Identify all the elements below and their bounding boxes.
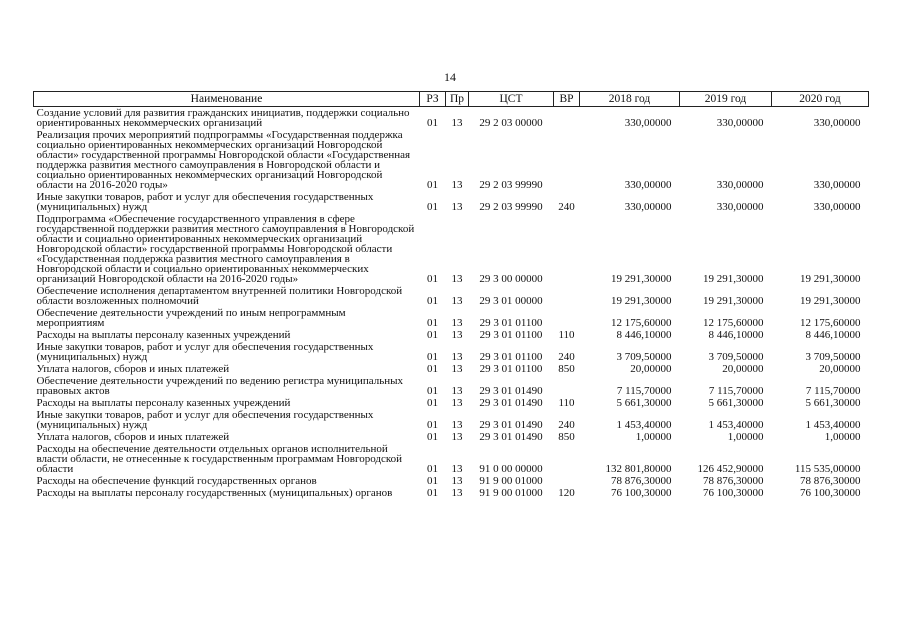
row-2019: 330,00000 [716,117,764,129]
row-2019: 1 453,40000 [708,419,764,431]
row-cst: 29 3 01 01100 [479,363,543,375]
row-rz: 01 [427,329,438,341]
row-cst: 29 3 01 01490 [479,397,543,409]
row-pr: 13 [451,351,463,363]
row-2020: 78 876,30000 [800,475,861,487]
row-2019: 7 115,70000 [708,385,764,397]
row-pr: 13 [451,201,463,213]
row-vr [554,375,580,397]
row-cst: 29 3 01 01100 [479,329,543,341]
row-name: Уплата налогов, сборов и иных платежей [36,363,230,375]
row-2020: 1 453,40000 [805,419,861,431]
row-cst: 29 3 01 01490 [479,431,543,443]
row-vr [554,285,580,307]
row-pr: 13 [451,117,463,129]
row-2018: 19 291,30000 [611,295,672,307]
row-rz: 01 [427,351,438,363]
row-2019: 330,00000 [716,179,764,191]
row-name: Расходы на обеспечение функций государственных органов [36,475,317,487]
row-2020: 7 115,70000 [805,385,861,397]
row-name: Расходы на обеспечение деятельности отдельных органов исполнительной власти области, не отнесенные к государственным программам Новгородской области [36,443,403,475]
row-name: Расходы на выплаты персоналу государственных (муниципальных) органов [36,487,393,499]
row-pr: 13 [451,463,463,475]
row-pr: 13 [451,363,463,375]
col-header-2020: 2020 год [772,92,869,107]
row-name: Уплата налогов, сборов и иных платежей [36,431,230,443]
col-header-vr: ВР [554,92,580,107]
row-cst: 29 2 03 00000 [479,117,543,129]
row-cst: 91 9 00 01000 [479,487,543,499]
row-2020: 19 291,30000 [800,295,861,307]
row-rz: 01 [427,431,438,443]
row-cst: 29 2 03 99990 [479,201,543,213]
row-pr: 13 [451,385,463,397]
row-vr: 110 [558,397,575,409]
col-header-2018: 2018 год [580,92,680,107]
row-2020: 330,00000 [813,201,861,213]
row-rz: 01 [427,463,438,475]
row-cst: 29 3 01 00000 [479,295,543,307]
row-cst: 91 9 00 01000 [479,475,543,487]
table-row [34,431,869,443]
row-name: Обеспечение деятельности учреждений по иным непрограммным мероприятиям [36,307,346,329]
row-2019: 3 709,50000 [708,351,764,363]
row-vr [554,475,580,487]
row-2020: 5 661,30000 [805,397,861,409]
row-name: Обеспечение деятельности учреждений по ведению регистра муниципальных правовых актов [36,375,403,397]
row-rz: 01 [427,487,438,499]
row-2019: 19 291,30000 [703,273,764,285]
row-name: Расходы на выплаты персоналу казенных учреждений [36,397,291,409]
row-vr: 240 [558,201,575,213]
row-name: Обеспечение исполнения департаментом внутренней политики Новгородской области возложенных полномочий [36,285,403,307]
row-pr: 13 [451,475,463,487]
row-cst: 91 0 00 00000 [479,463,543,475]
row-2018: 1,00000 [635,431,672,443]
row-2020: 76 100,30000 [800,487,861,499]
row-pr: 13 [451,273,463,285]
row-vr [554,107,580,130]
row-vr [554,129,580,191]
row-vr: 850 [558,431,575,443]
row-2020: 19 291,30000 [800,273,861,285]
row-2019: 20,00000 [722,363,764,375]
row-pr: 13 [451,317,463,329]
row-pr: 13 [451,329,463,341]
row-pr: 13 [451,431,463,443]
table-row [34,487,869,499]
row-2018: 19 291,30000 [611,273,672,285]
row-pr: 13 [451,295,463,307]
row-2020: 3 709,50000 [805,351,861,363]
row-vr: 110 [558,329,575,341]
table-row [34,307,869,329]
row-2018: 132 801,80000 [605,463,672,475]
row-vr: 120 [558,487,575,499]
row-vr: 850 [558,363,575,375]
row-cst: 29 2 03 99990 [479,179,543,191]
table-row [34,329,869,341]
row-name: Реализация прочих мероприятий подпрограммы «Государственная поддержка социально ориентированных некоммерческих организаций Новгородской области» государственной программы Новгородской области «Государственная поддержка развития местного самоуправления в Новгородской области и социально ориентированных некоммерческих организаций Новгородской области на 2016-2020 годы» [36,129,411,191]
row-vr [554,213,580,285]
row-rz: 01 [427,397,438,409]
table-row [34,475,869,487]
row-rz: 01 [427,295,438,307]
table-header-row [34,92,869,107]
table-row [34,443,869,475]
row-rz: 01 [427,117,438,129]
row-rz: 01 [427,385,438,397]
row-cst: 29 3 01 01490 [479,385,543,397]
row-name: Иные закупки товаров, работ и услуг для обеспечения государственных (муниципальных) нужд [36,191,374,213]
row-pr: 13 [451,419,463,431]
row-2019: 5 661,30000 [708,397,764,409]
table-row [34,191,869,213]
row-2020: 115 535,00000 [794,463,861,475]
row-2020: 8 446,10000 [805,329,861,341]
row-2019: 12 175,60000 [703,317,764,329]
table-row [34,375,869,397]
row-rz: 01 [427,273,438,285]
row-2019: 126 452,90000 [697,463,764,475]
row-name: Расходы на выплаты персоналу казенных учреждений [36,329,291,341]
row-2018: 7 115,70000 [616,385,672,397]
row-rz: 01 [427,317,438,329]
col-header-rz: РЗ [420,92,446,107]
row-2018: 78 876,30000 [611,475,672,487]
row-2020: 20,00000 [819,363,861,375]
row-2020: 1,00000 [824,431,861,443]
table-row [34,285,869,307]
budget-table [33,91,869,499]
row-rz: 01 [427,419,438,431]
row-name: Иные закупки товаров, работ и услуг для обеспечения государственных (муниципальных) нужд [36,409,374,431]
table-row [34,397,869,409]
table-row [34,409,869,431]
table-row [34,341,869,363]
row-cst: 29 3 00 00000 [479,273,543,285]
row-2018: 5 661,30000 [616,397,672,409]
row-2018: 12 175,60000 [611,317,672,329]
row-2019: 76 100,30000 [703,487,764,499]
row-vr: 240 [558,351,575,363]
row-name: Подпрограмма «Обеспечение государственного управления в сфере государственной поддержки развития местного самоуправления в Новгородской области и социально ориентированных некоммерческих организаций Новгородской области» государственной программы Новгородской области «Государственная поддержка развития местного самоуправления в Новгородской области и социально ориентированных некоммерческих организаций Новгородской области на 2016-2020 годы» [36,213,415,285]
row-2018: 330,00000 [624,201,672,213]
col-header-name: Наименование [34,92,420,107]
row-pr: 13 [451,397,463,409]
row-cst: 29 3 01 01100 [479,351,543,363]
col-header-2019: 2019 год [680,92,772,107]
row-rz: 01 [427,179,438,191]
row-2018: 20,00000 [630,363,672,375]
table-row [34,129,869,191]
row-2019: 78 876,30000 [703,475,764,487]
row-2018: 330,00000 [624,179,672,191]
row-2018: 330,00000 [624,117,672,129]
table-row [34,363,869,375]
row-2018: 1 453,40000 [616,419,672,431]
row-pr: 13 [451,179,463,191]
table-row [34,213,869,285]
row-rz: 01 [427,363,438,375]
row-rz: 01 [427,201,438,213]
row-rz: 01 [427,475,438,487]
row-2019: 19 291,30000 [703,295,764,307]
row-name: Иные закупки товаров, работ и услуг для обеспечения государственных (муниципальных) нужд [36,341,374,363]
col-header-cst: ЦСТ [469,92,554,107]
row-2019: 8 446,10000 [708,329,764,341]
row-cst: 29 3 01 01100 [479,317,543,329]
row-vr [554,307,580,329]
row-2020: 12 175,60000 [800,317,861,329]
row-2018: 76 100,30000 [611,487,672,499]
row-cst: 29 3 01 01490 [479,419,543,431]
row-2019: 330,00000 [716,201,764,213]
row-2020: 330,00000 [813,117,861,129]
row-2018: 3 709,50000 [616,351,672,363]
row-pr: 13 [451,487,463,499]
row-2018: 8 446,10000 [616,329,672,341]
row-vr [554,443,580,475]
col-header-pr: Пр [446,92,469,107]
row-2019: 1,00000 [727,431,764,443]
table-row [34,107,869,130]
row-name: Создание условий для развития гражданских инициатив, поддержки социально ориентированных некоммерческих организаций [36,107,410,129]
row-2020: 330,00000 [813,179,861,191]
page-number: 14 [444,70,456,84]
row-vr: 240 [558,419,575,431]
